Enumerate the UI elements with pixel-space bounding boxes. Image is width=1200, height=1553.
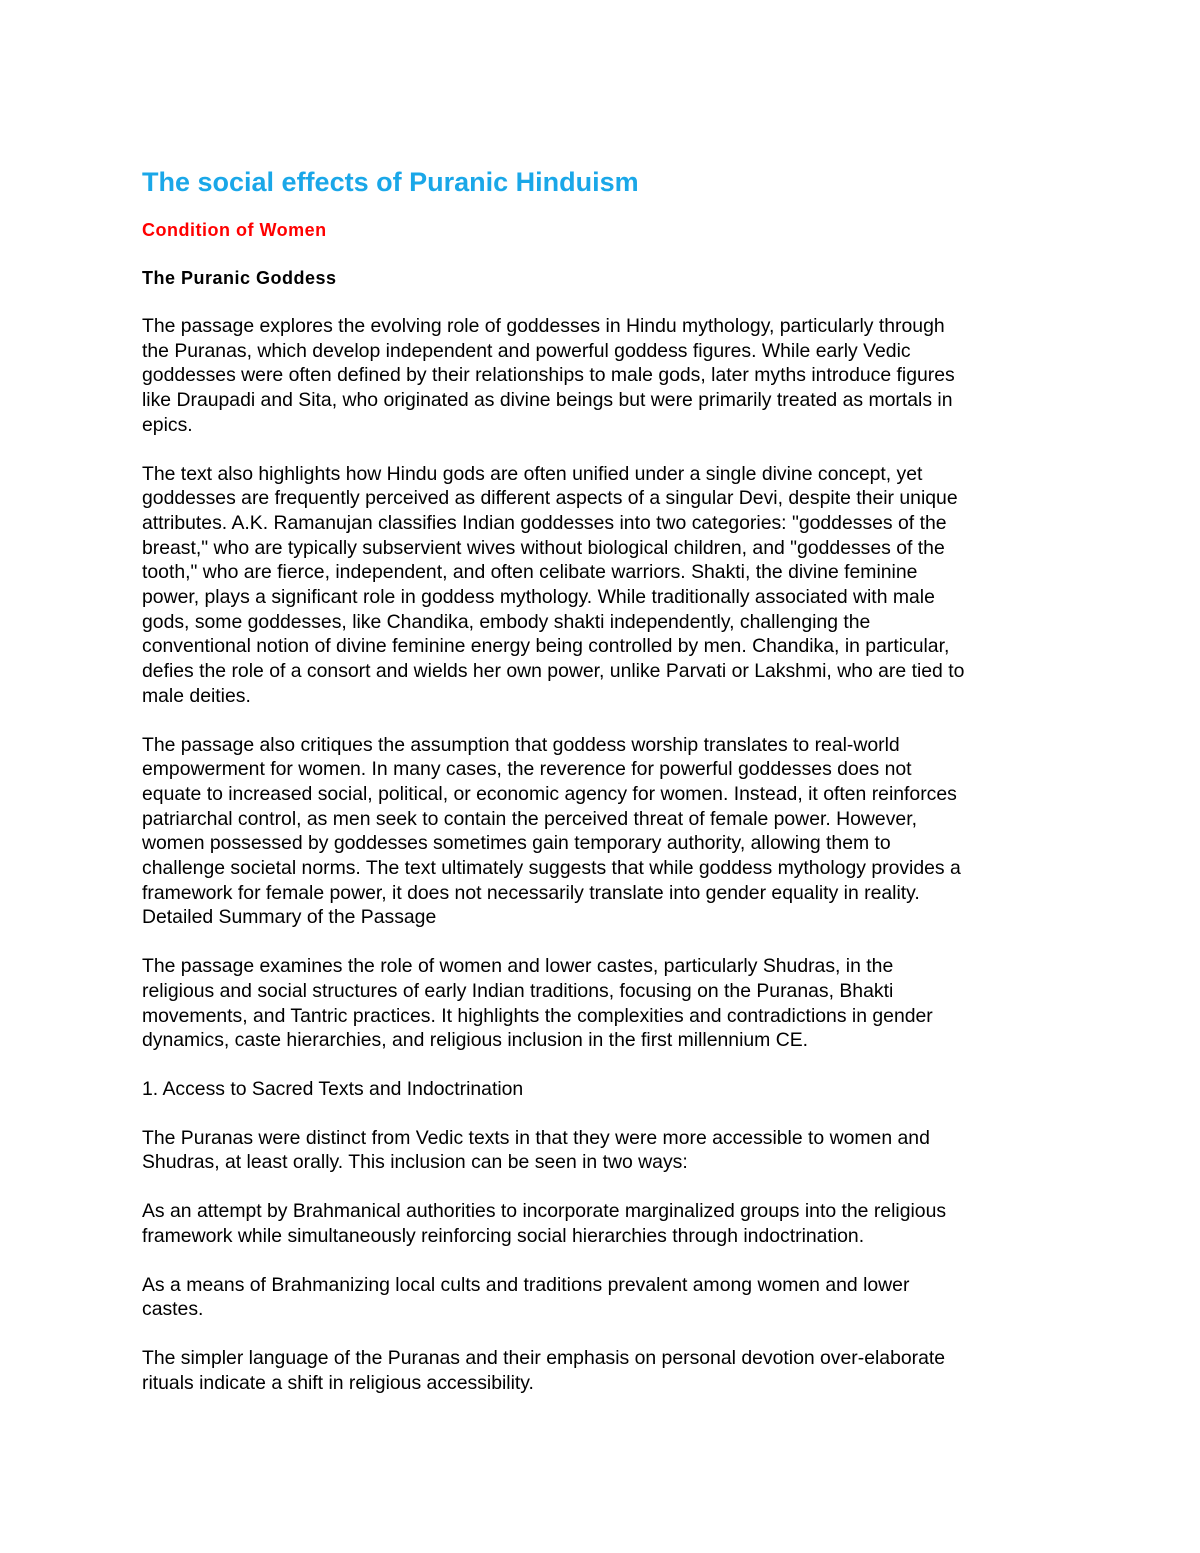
section-heading: Condition of Women	[142, 220, 327, 240]
document-title: The social effects of Puranic Hinduism	[142, 167, 639, 197]
paragraph: The passage explores the evolving role of goddesses in Hindu mythology, particularly through the Puranas, which develop independent and powerful goddess figures. While early Vedic goddesses were often defined by their relationships to male gods, later myths introduce figures like Draupadi and Sita, who originated as divine beings but were primarily treated as mortals in epics.	[142, 315, 955, 436]
paragraph: The Puranas were distinct from Vedic texts in that they were more accessible to women and Shudras, at least orally. This inclusion can be seen in two ways:	[142, 1126, 930, 1174]
paragraph-heading: 1. Access to Sacred Texts and Indoctrination	[142, 1077, 524, 1100]
paragraph: As an attempt by Brahmanical authorities to incorporate marginalized groups into the religious framework while simultaneously reinforcing social hierarchies through indoctrination.	[142, 1200, 947, 1247]
paragraph: The passage examines the role of women and lower castes, particularly Shudras, in the religious and social structures of early Indian traditions, focusing on the Puranas, Bhakti movements, and Tantric practices. It highlights the complexities and contradictions in gender dynamics, caste hierarchies, and religious inclusion in the first millennium CE.	[142, 955, 933, 1052]
paragraph: The passage also critiques the assumption that goddess worship translates to real-world empowerment for women. In many cases, the reverence for powerful goddesses does not equate to increased social, political, or economic agency for women. Instead, it often reinforces patriarchal control, as men seek to contain the perceived threat of female power. However, women possessed by goddesses sometimes gain temporary authority, allowing them to challenge societal norms. The text ultimately suggests that while goddess mythology provides a framework for female power, it does not necessarily translate into gender equality in reality.	[142, 733, 961, 904]
paragraph: The text also highlights how Hindu gods are often unified under a single divine concept, yet goddesses are frequently perceived as different aspects of a singular Devi, despite their unique attributes. A.K. Ramanujan classifies Indian goddesses into two categories: "goddesses of the breast," who are typically subservient wives without biological children, and "goddesses of the tooth," who are fierce, independent, and often celibate warriors. Shakti, the divine feminine power, plays a significant role in goddess mythology. While traditionally associated with male gods, some goddesses, like Chandika, embody shakti independently, challenging the conventional notion of divine feminine energy being controlled by men. Chandika, in particular, defies the role of a consort and wields her own power, unlike Parvati or Lakshmi, who are tied to male deities.	[142, 462, 965, 707]
paragraph: As a means of Brahmanizing local cults and traditions prevalent among women and lower castes.	[142, 1273, 910, 1321]
paragraph: The simpler language of the Puranas and their emphasis on personal devotion over-elaborate rituals indicate a shift in religious accessibility.	[142, 1346, 946, 1394]
document-page	[142, 166, 1062, 1395]
paragraph-heading: Detailed Summary of the Passage	[142, 906, 437, 929]
sub-heading: The Puranic Goddess	[142, 268, 337, 288]
